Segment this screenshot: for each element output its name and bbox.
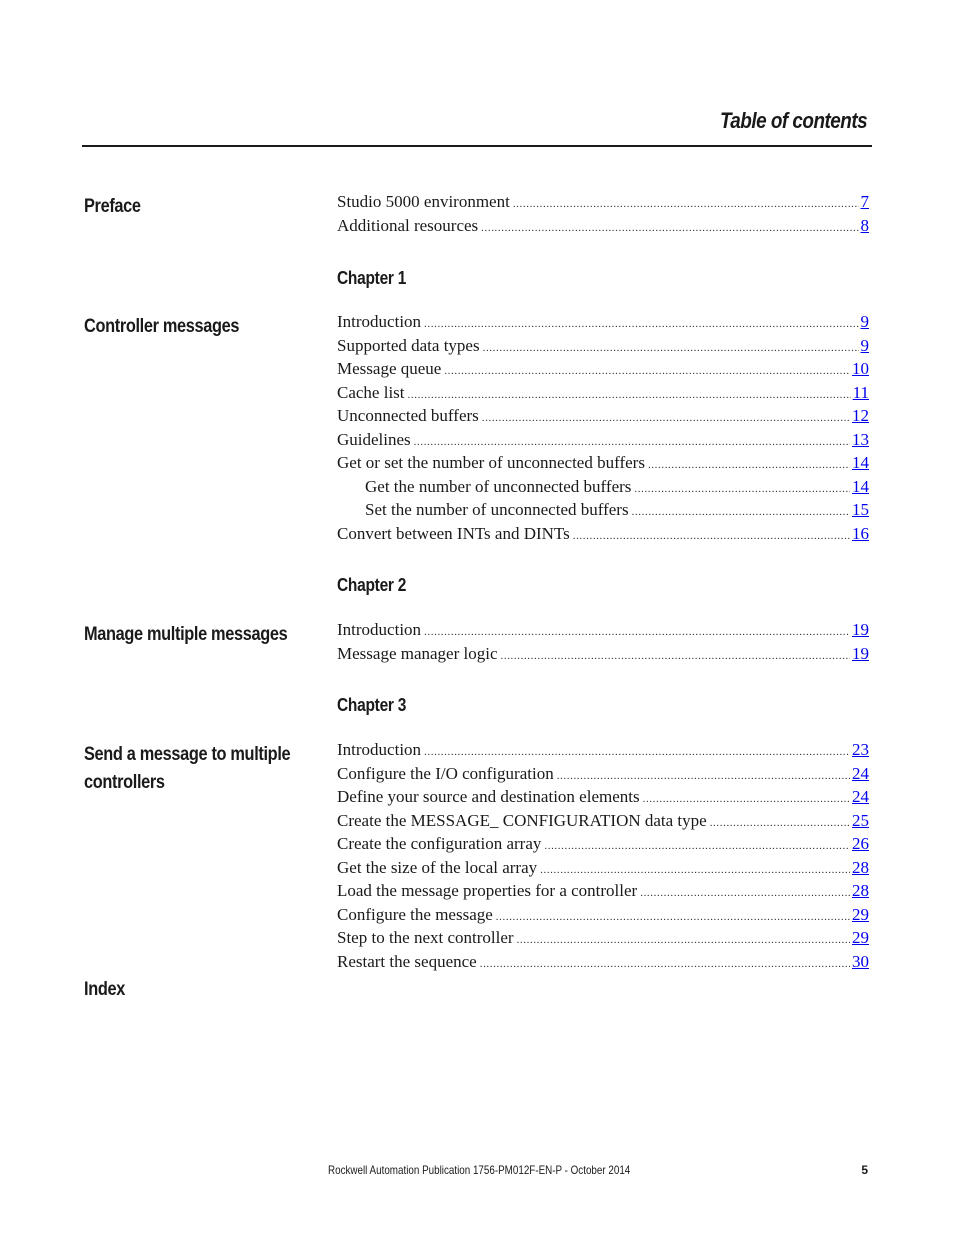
- toc-entry-text: Cache list: [337, 382, 405, 402]
- toc-entry[interactable]: [337, 952, 869, 976]
- section-heading-send-message-multiple-controllers: [84, 741, 290, 797]
- toc-page-link[interactable]: 19: [852, 620, 869, 639]
- toc-list-chapter-3: [337, 740, 869, 975]
- section-heading-controller-messages: Controller messages: [84, 316, 240, 337]
- toc-page-link[interactable]: 7: [860, 192, 869, 211]
- section-heading-line: controllers: [84, 772, 165, 793]
- toc-page-link[interactable]: 9: [860, 335, 869, 355]
- toc-entry-text: Set the number of unconnected buffers: [365, 500, 629, 519]
- toc-page-link[interactable]: 19: [852, 643, 869, 663]
- toc-page-link[interactable]: 26: [852, 834, 869, 853]
- toc-entry[interactable]: [337, 620, 869, 644]
- dot-leader: [424, 746, 850, 758]
- dot-leader: [408, 389, 851, 401]
- toc-entry-text: Configure the I/O configuration: [337, 763, 554, 783]
- toc-entry[interactable]: [337, 336, 869, 360]
- toc-entry[interactable]: [337, 406, 869, 430]
- page-title: Table of contents: [719, 108, 867, 133]
- toc-entry[interactable]: [337, 216, 869, 240]
- toc-page-link[interactable]: 12: [852, 406, 869, 425]
- toc-page-link[interactable]: 16: [852, 523, 869, 543]
- toc-page-link[interactable]: 10: [852, 359, 869, 378]
- toc-entry[interactable]: [337, 740, 869, 764]
- toc-entry-text: Get or set the number of unconnected buffers: [337, 453, 645, 472]
- toc-page-link[interactable]: 28: [852, 857, 869, 877]
- toc-entry-text: Create the configuration array: [337, 834, 542, 853]
- toc-entry-text: Create the MESSAGE_ CONFIGURATION data type: [337, 810, 707, 830]
- toc-page-link[interactable]: 23: [852, 740, 869, 759]
- dot-leader: [634, 483, 850, 495]
- toc-entry-text: Introduction: [337, 620, 422, 639]
- section-heading-index: Index: [84, 979, 125, 1000]
- toc-page-link[interactable]: 28: [852, 881, 869, 900]
- dot-leader: [710, 817, 850, 829]
- toc-page-link[interactable]: 29: [852, 928, 869, 947]
- toc-entry-text: Introduction: [337, 740, 422, 759]
- toc-entry[interactable]: [337, 430, 869, 454]
- toc-entry[interactable]: [337, 764, 869, 788]
- dot-leader: [640, 887, 850, 899]
- dot-leader: [643, 793, 850, 805]
- header-divider: [82, 145, 872, 147]
- toc-entry[interactable]: [337, 312, 869, 336]
- toc-entry[interactable]: [337, 383, 869, 407]
- toc-list-chapter-2: [337, 620, 869, 667]
- dot-leader: [414, 436, 850, 448]
- toc-page-link[interactable]: 24: [852, 763, 869, 783]
- dot-leader: [544, 840, 850, 852]
- toc-subentry[interactable]: [337, 477, 869, 501]
- dot-leader: [482, 412, 850, 424]
- toc-page-link[interactable]: 14: [852, 476, 869, 496]
- toc-page-link[interactable]: 25: [852, 810, 869, 830]
- toc-entry-text: Get the size of the local array: [337, 857, 538, 877]
- toc-entry-text: Introduction: [337, 312, 422, 331]
- toc-entry-text: Unconnected buffers: [337, 406, 479, 425]
- chapter-label: Chapter 3: [337, 695, 407, 715]
- toc-subentry[interactable]: [337, 500, 869, 524]
- toc-page-link[interactable]: 15: [852, 500, 869, 519]
- dot-leader: [483, 342, 859, 354]
- dot-leader: [481, 222, 858, 234]
- toc-entry-text: Define your source and destination elements: [337, 787, 640, 806]
- dot-leader: [480, 958, 850, 970]
- toc-entry[interactable]: [337, 787, 869, 811]
- toc-list-preface: [337, 192, 869, 239]
- toc-entry[interactable]: [337, 644, 869, 668]
- toc-entry[interactable]: [337, 453, 869, 477]
- toc-entry[interactable]: [337, 524, 869, 548]
- toc-entry[interactable]: [337, 811, 869, 835]
- toc-entry-text: Guidelines: [337, 429, 411, 449]
- dot-leader: [501, 650, 851, 662]
- toc-entry[interactable]: [337, 192, 869, 216]
- toc-page-link[interactable]: 8: [860, 215, 869, 235]
- toc-entry-text: Message queue: [337, 359, 442, 378]
- dot-leader: [444, 365, 850, 377]
- footer-publication: Rockwell Automation Publication 1756-PM012F-EN-P - October 2014: [328, 1163, 631, 1177]
- section-heading-manage-multiple-messages: Manage multiple messages: [84, 624, 288, 645]
- section-heading-preface: Preface: [84, 196, 141, 217]
- dot-leader: [513, 198, 859, 210]
- toc-entry-text: Additional resources: [337, 215, 479, 235]
- toc-entry-text: Restart the sequence: [337, 951, 477, 971]
- toc-page-link[interactable]: 14: [852, 453, 869, 472]
- toc-page-link[interactable]: 13: [852, 429, 869, 449]
- toc-entry-text: Configure the message: [337, 904, 493, 924]
- chapter-label: Chapter 2: [337, 575, 407, 595]
- toc-entry-text: Get the number of unconnected buffers: [365, 476, 632, 496]
- toc-entry[interactable]: [337, 858, 869, 882]
- toc-entry-text: Convert between INTs and DINTs: [337, 523, 570, 543]
- dot-leader: [632, 506, 850, 518]
- dot-leader: [517, 934, 850, 946]
- toc-page-link[interactable]: 24: [852, 787, 869, 806]
- toc-entry-text: Supported data types: [337, 335, 480, 355]
- toc-entry[interactable]: [337, 359, 869, 383]
- dot-leader: [496, 911, 850, 923]
- toc-entry-text: Load the message properties for a controller: [337, 881, 638, 900]
- toc-entry[interactable]: [337, 928, 869, 952]
- chapter-label: Chapter 1: [337, 268, 407, 288]
- dot-leader: [557, 770, 850, 782]
- dot-leader: [424, 626, 850, 638]
- toc-page-link[interactable]: 9: [860, 312, 869, 331]
- toc-page-link[interactable]: 29: [852, 904, 869, 924]
- toc-page-link[interactable]: 11: [852, 382, 869, 402]
- dot-leader: [424, 318, 858, 330]
- toc-entry[interactable]: [337, 881, 869, 905]
- footer-page-number: 5: [861, 1163, 868, 1177]
- dot-leader: [648, 459, 850, 471]
- section-heading-line: Send a message to multiple: [84, 744, 291, 765]
- dot-leader: [573, 530, 850, 542]
- toc-page-link[interactable]: 30: [852, 951, 869, 971]
- toc-entry-text: Studio 5000 environment: [337, 192, 510, 211]
- toc-entry[interactable]: [337, 905, 869, 929]
- dot-leader: [540, 864, 850, 876]
- toc-entry[interactable]: [337, 834, 869, 858]
- toc-list-chapter-1: [337, 312, 869, 547]
- toc-entry-text: Step to the next controller: [337, 928, 514, 947]
- toc-entry-text: Message manager logic: [337, 643, 498, 663]
